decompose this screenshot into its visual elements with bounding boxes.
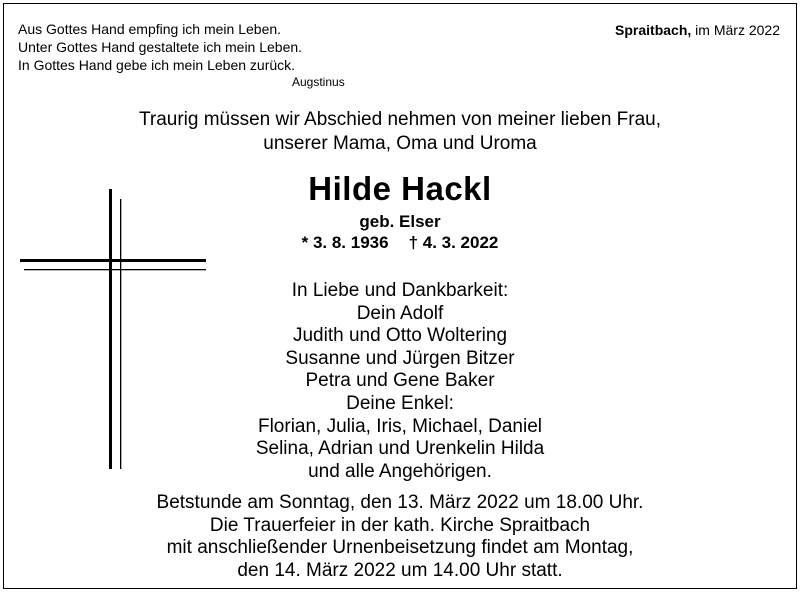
mourner-line: Susanne und Jürgen Bitzer	[285, 347, 515, 369]
service-line: mit anschließender Urnenbeisetzung findet am Montag,	[166, 537, 634, 559]
intro-line: Traurig müssen wir Abschied nehmen von meiner lieben Frau,	[138, 109, 662, 130]
birth-date: * 3. 8. 1936	[301, 233, 389, 252]
intro-line: unserer Mama, Oma und Uroma	[263, 133, 537, 154]
mourner-line: In Liebe und Dankbarkeit:	[291, 280, 509, 301]
intro-text	[4, 108, 796, 156]
place: Spraitbach,	[615, 22, 692, 38]
mourner-line: und alle Angehörigen.	[308, 460, 492, 482]
quote-author: Augstinus	[292, 75, 345, 89]
mourner-line: Florian, Julia, Iris, Michael, Daniel	[257, 415, 543, 437]
bible-quote	[18, 20, 345, 90]
mourner-line: Petra und Gene Baker	[305, 370, 495, 392]
quote-line: Aus Gottes Hand empfing ich mein Leben.	[18, 21, 282, 37]
deceased-name: Hilde Hackl	[308, 170, 492, 207]
quote-line: In Gottes Hand gebe ich mein Leben zurück.	[18, 57, 296, 73]
service-line: den 14. März 2022 um 14.00 Uhr statt.	[237, 559, 563, 581]
mourner-line: Judith und Otto Woltering	[292, 325, 508, 347]
mourner-line: Dein Adolf	[356, 302, 444, 324]
quote-line: Unter Gottes Hand gestaltete ich mein Leben.	[18, 39, 303, 55]
mourner-line: Selina, Adrian und Urenkelin Hilda	[255, 438, 545, 460]
mourners-list	[4, 280, 796, 483]
place-date	[615, 22, 780, 38]
mourner-line: Deine Enkel:	[346, 392, 454, 414]
death-date: † 4. 3. 2022	[408, 233, 499, 252]
obituary-notice	[3, 3, 797, 589]
date: im März 2022	[691, 22, 780, 38]
maiden-name: geb. Elser	[359, 212, 441, 231]
service-line: Die Trauerfeier in der kath. Kirche Spraitbach	[209, 514, 591, 536]
service-line: Betstunde am Sonntag, den 13. März 2022 um 18.00 Uhr.	[156, 492, 644, 513]
service-info	[4, 492, 796, 582]
